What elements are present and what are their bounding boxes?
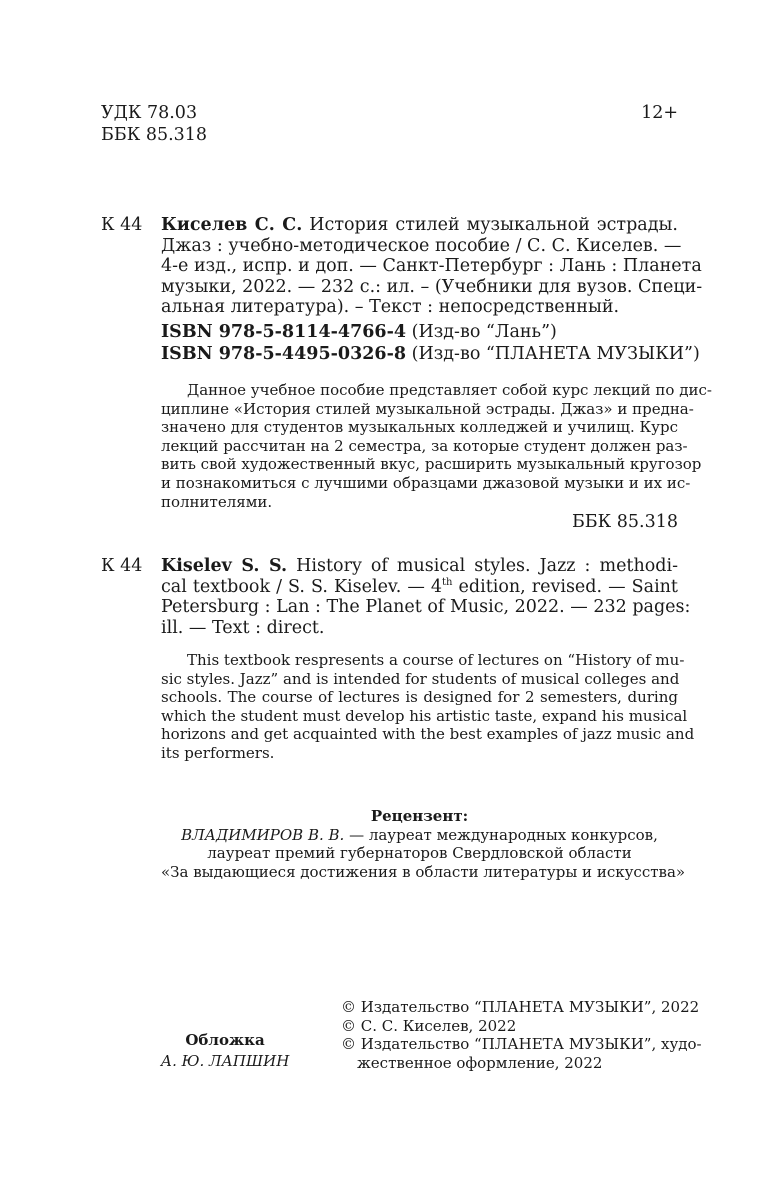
abstract-ru-line: значено для студентов музыкальных колледжей и училищ. Курс — [161, 418, 678, 437]
reviewer-line-3: «За выдающиеся достижения в области литературы и искусства» — [161, 862, 686, 881]
copyright-line: © Издательство “ПЛАНЕТА МУЗЫКИ”, 2022 — [341, 998, 700, 1016]
abstract-ru-line: циплине «История стилей музыкальной эстрады. Джаз» и предна- — [161, 399, 694, 418]
bib-line-ru-3: 4-е изд., испр. и доп. — Санкт-Петербург : Лань : Планета — [161, 256, 702, 276]
bbk-code: ББК 85.318 — [101, 125, 208, 145]
bib-line-en-4: ill. — Text : direct. — [161, 617, 325, 638]
abstract-ru — [161, 381, 712, 511]
abstract-en-line: which the student must develop his artistic taste, expand his musical — [161, 706, 688, 725]
abstract-en-line: This textbook respresents a course of lectures on “History of mu- — [187, 651, 685, 669]
bib-line-ru-5: альная литература). – Текст : непосредственный. — [161, 297, 620, 317]
reviewer-name: ВЛАДИМИРОВ В. В. — [181, 825, 345, 844]
abstract-ru-line: Данное учебное пособие представляет собой курс лекций по дис- — [187, 381, 712, 399]
abstract-en-line: sic styles. Jazz” and is intended for students of musical colleges and — [161, 669, 680, 688]
udk-code: УДК 78.03 — [101, 103, 198, 123]
bib-line-en-3: Petersburg : Lan : The Planet of Music, 2022. — 232 pages: — [161, 597, 691, 617]
age-rating: 12+ — [641, 103, 678, 123]
abstract-en-line: its performers. — [161, 743, 275, 762]
bbk-code-bottom: ББК 85.318 — [571, 512, 678, 532]
bib-description-en — [161, 556, 691, 638]
abstract-en — [161, 651, 695, 763]
reviewer-block — [161, 807, 686, 881]
bib-line-ru-1: Киселев С. С. История стилей музыкальной эстрады. — [161, 215, 678, 235]
copyright-line: жественное оформление, 2022 — [357, 1053, 603, 1072]
abstract-en-line: schools. The course of lectures is designed for 2 semesters, during — [161, 688, 678, 707]
author-ru: Киселев С. С. — [161, 215, 303, 235]
abstract-ru-line: вить свой художественный вкус, расширить музыкальный кругозор — [161, 455, 702, 474]
cover-credit — [150, 1031, 300, 1070]
cover-artist: А. Ю. ЛАПШИН — [160, 1051, 290, 1070]
bib-description-ru — [161, 215, 703, 318]
cover-label: Обложка — [185, 1031, 265, 1049]
reviewer-line-1: ВЛАДИМИРОВ В. В. — лауреат международных конкурсов, — [181, 825, 658, 844]
copyright-line: © С. С. Киселев, 2022 — [341, 1016, 517, 1035]
bib-line-en-2: cal textbook / S. S. Kiselev. — 4th edition, revised. — Saint — [161, 576, 678, 597]
bib-line-ru-4: музыки, 2022. — 232 с.: ил. – (Учебники для вузов. Специ- — [161, 276, 703, 297]
reviewer-heading: Рецензент: — [370, 807, 469, 825]
abstract-ru-line: полнителями. — [161, 492, 273, 511]
author-code-en: К 44 — [101, 556, 143, 576]
author-en: Kiselev S. S. — [161, 556, 288, 576]
copyright-block — [341, 998, 702, 1072]
author-code-ru: К 44 — [101, 215, 143, 235]
abstract-ru-line: и познакомиться с лучшими образцами джазовой музыки и их ис- — [161, 473, 691, 492]
reviewer-line-2: лауреат премий губернаторов Свердловской области — [207, 844, 632, 863]
copyright-line: © Издательство “ПЛАНЕТА МУЗЫКИ”, худо- — [341, 1035, 702, 1054]
abstract-ru-line: лекций рассчитан на 2 семестра, за которые студент должен раз- — [161, 436, 688, 455]
isbn-lan: ISBN 978-5-8114-4766-4 (Изд-во “Лань”) — [161, 322, 557, 342]
bib-line-en-1: Kiselev S. S. History of musical styles. Jazz : methodi- — [161, 556, 678, 576]
abstract-en-line: horizons and get acquainted with the best examples of jazz music and — [161, 725, 695, 744]
isbn-planeta: ISBN 978-5-4495-0326-8 (Изд-во “ПЛАНЕТА МУЗЫКИ”) — [161, 344, 700, 364]
bib-line-ru-2: Джаз : учебно-методическое пособие / С. С. Киселев. — — [161, 235, 682, 256]
